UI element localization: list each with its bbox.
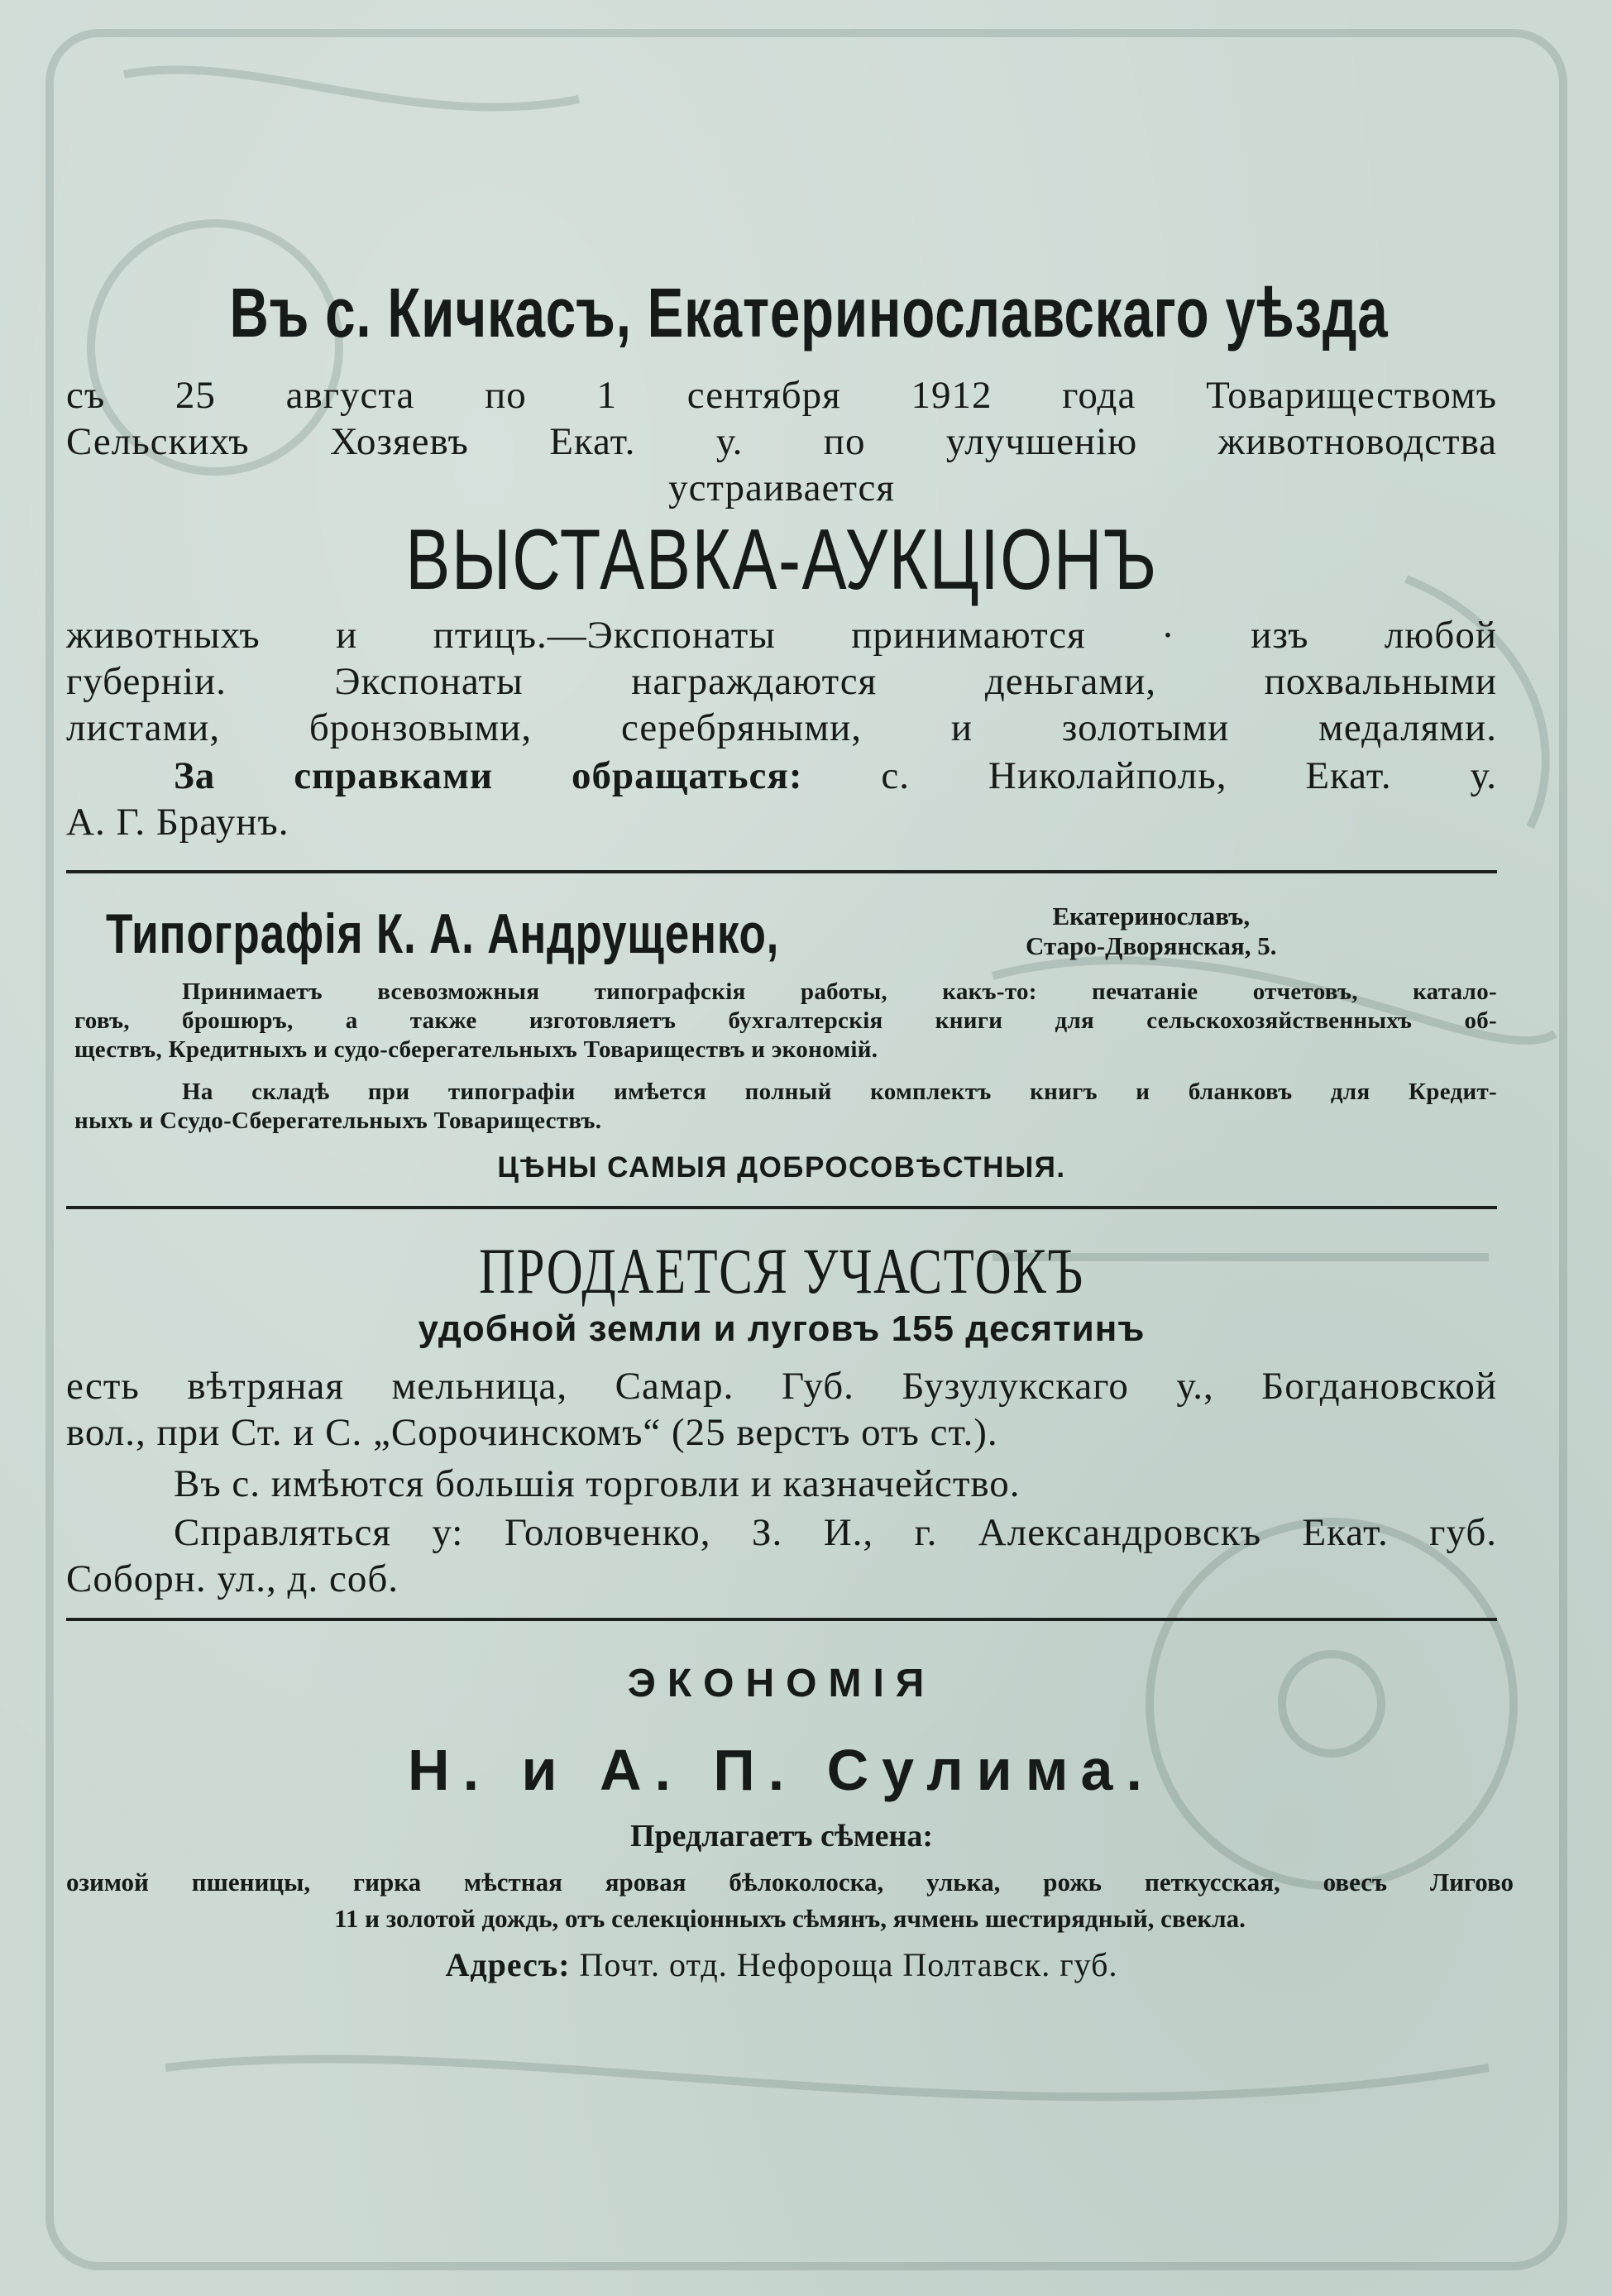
economy-name: Н. и А. П. Сулима. (408, 1738, 1155, 1802)
economy-seeds-line: озимой пшеницы, гирка мѣстная яровая бѣлоколоска, улька, рожь петкусская, овесъ Лигово (66, 1868, 1514, 1897)
print-paragraph-line: ществъ, Кредитныхъ и судо-сберегательныхъ Товариществъ и экономій. (74, 1036, 878, 1063)
print-title-text: Типографія К. А. Андрущенко, (106, 902, 780, 965)
auction-body-line: листами, бронзовыми, серебряными, и золотыми медалями. (66, 706, 1497, 749)
auction-intro-line: Сельскихъ Хозяевъ Екат. у. по улучшенію животноводства (66, 420, 1497, 463)
print-paragraph-line: Принимаетъ всевозможныя типографскія работы, какъ-то: печатаніе отчетовъ, катало- (182, 978, 1497, 1005)
land-title (66, 1234, 1497, 1308)
auction-intro (66, 372, 1497, 511)
auction-intro-line: съ 25 августа по 1 сентября 1912 года Товариществомъ (66, 374, 1497, 417)
economy-address (66, 1945, 1497, 1984)
auction-title-text: Въ с. Кичкасъ, Екатеринославскаго уѣзда (229, 274, 1389, 352)
divider-rule (66, 1206, 1497, 1209)
land-paragraph-3 (66, 1509, 1497, 1602)
print-prices: ЦѢНЫ САМЫЯ ДОБРОСОВѢСТНЫЯ. (497, 1151, 1066, 1184)
auction-contact-text: с. Николайполь, Екат. у. (881, 754, 1498, 797)
economy-seeds (66, 1864, 1514, 1937)
economy-address-label: Адресъ: (445, 1946, 571, 1983)
economy-heading: ЭКОНОМІЯ (627, 1662, 936, 1705)
auction-contact (66, 753, 1497, 845)
auction-body-line: животныхъ и птицъ.—Экспонаты принимаются · изъ любой (66, 614, 1497, 657)
print-address-street: Старо-Дворянская, 5. (1026, 931, 1277, 960)
auction-headline-text: ВЫСТАВКА-АУКЦІОНЪ (405, 512, 1158, 608)
land-paragraph-line: вол., при Ст. и С. „Сорочинскомъ“ (25 верстъ отъ ст.). (66, 1411, 998, 1454)
auction-intro-line: устраивается (668, 466, 895, 509)
auction-title (66, 273, 1497, 353)
land-paragraph-line: Соборн. ул., д. соб. (66, 1557, 399, 1600)
auction-contact-label: За справками обращаться: (174, 754, 803, 797)
print-paragraph-line: говъ, брошюръ, а также изготовляетъ бухгалтерскія книги для сельскохозяйственныхъ об- (74, 1007, 1497, 1034)
print-paragraph-2 (74, 1078, 1497, 1136)
economy-address-text: Почт. отд. Нефороща Полтавск. губ. (579, 1946, 1118, 1983)
print-paragraph-1 (74, 978, 1497, 1064)
land-paragraph-1 (66, 1363, 1497, 1456)
divider-rule (66, 1618, 1497, 1621)
economy-seeds-line: 11 и золотой дождь, отъ селекціонныхъ сѣмянъ, ячмень шестирядный, свекла. (334, 1904, 1246, 1933)
print-address-city: Екатеринославъ, (1052, 902, 1251, 930)
auction-headline (66, 511, 1497, 610)
print-paragraph-line: ныхъ и Ссудо-Сберегательныхъ Товариществъ. (74, 1107, 602, 1134)
land-subtitle: удобной земли и луговъ 155 десятинъ (418, 1308, 1146, 1349)
land-paragraph-line: Въ с. имѣются большія торговли и казначейство. (174, 1462, 1021, 1505)
auction-body (66, 612, 1497, 751)
print-title (106, 902, 969, 966)
land-paragraph-line: Справляться у: Головченко, З. И., г. Александровскъ Екат. губ. (174, 1511, 1497, 1554)
land-title-text: ПРОДАЕТСЯ УЧАСТОКЪ (479, 1235, 1084, 1307)
economy-offer: Предлагаетъ сѣмена: (629, 1819, 933, 1854)
print-paragraph-line: На складѣ при типографіи имѣется полный комплектъ книгъ и бланковъ для Кредит- (182, 1079, 1497, 1105)
auction-contact-name: А. Г. Браунъ. (66, 801, 289, 844)
land-paragraph-2 (66, 1461, 1497, 1507)
land-paragraph-line: есть вѣтряная мельница, Самар. Губ. Бузулукскаго у., Богдановской (66, 1365, 1497, 1408)
divider-rule (66, 870, 1497, 873)
print-address (1026, 902, 1277, 961)
auction-body-line: губерніи. Экспонаты награждаются деньгами, похвальными (66, 660, 1497, 703)
